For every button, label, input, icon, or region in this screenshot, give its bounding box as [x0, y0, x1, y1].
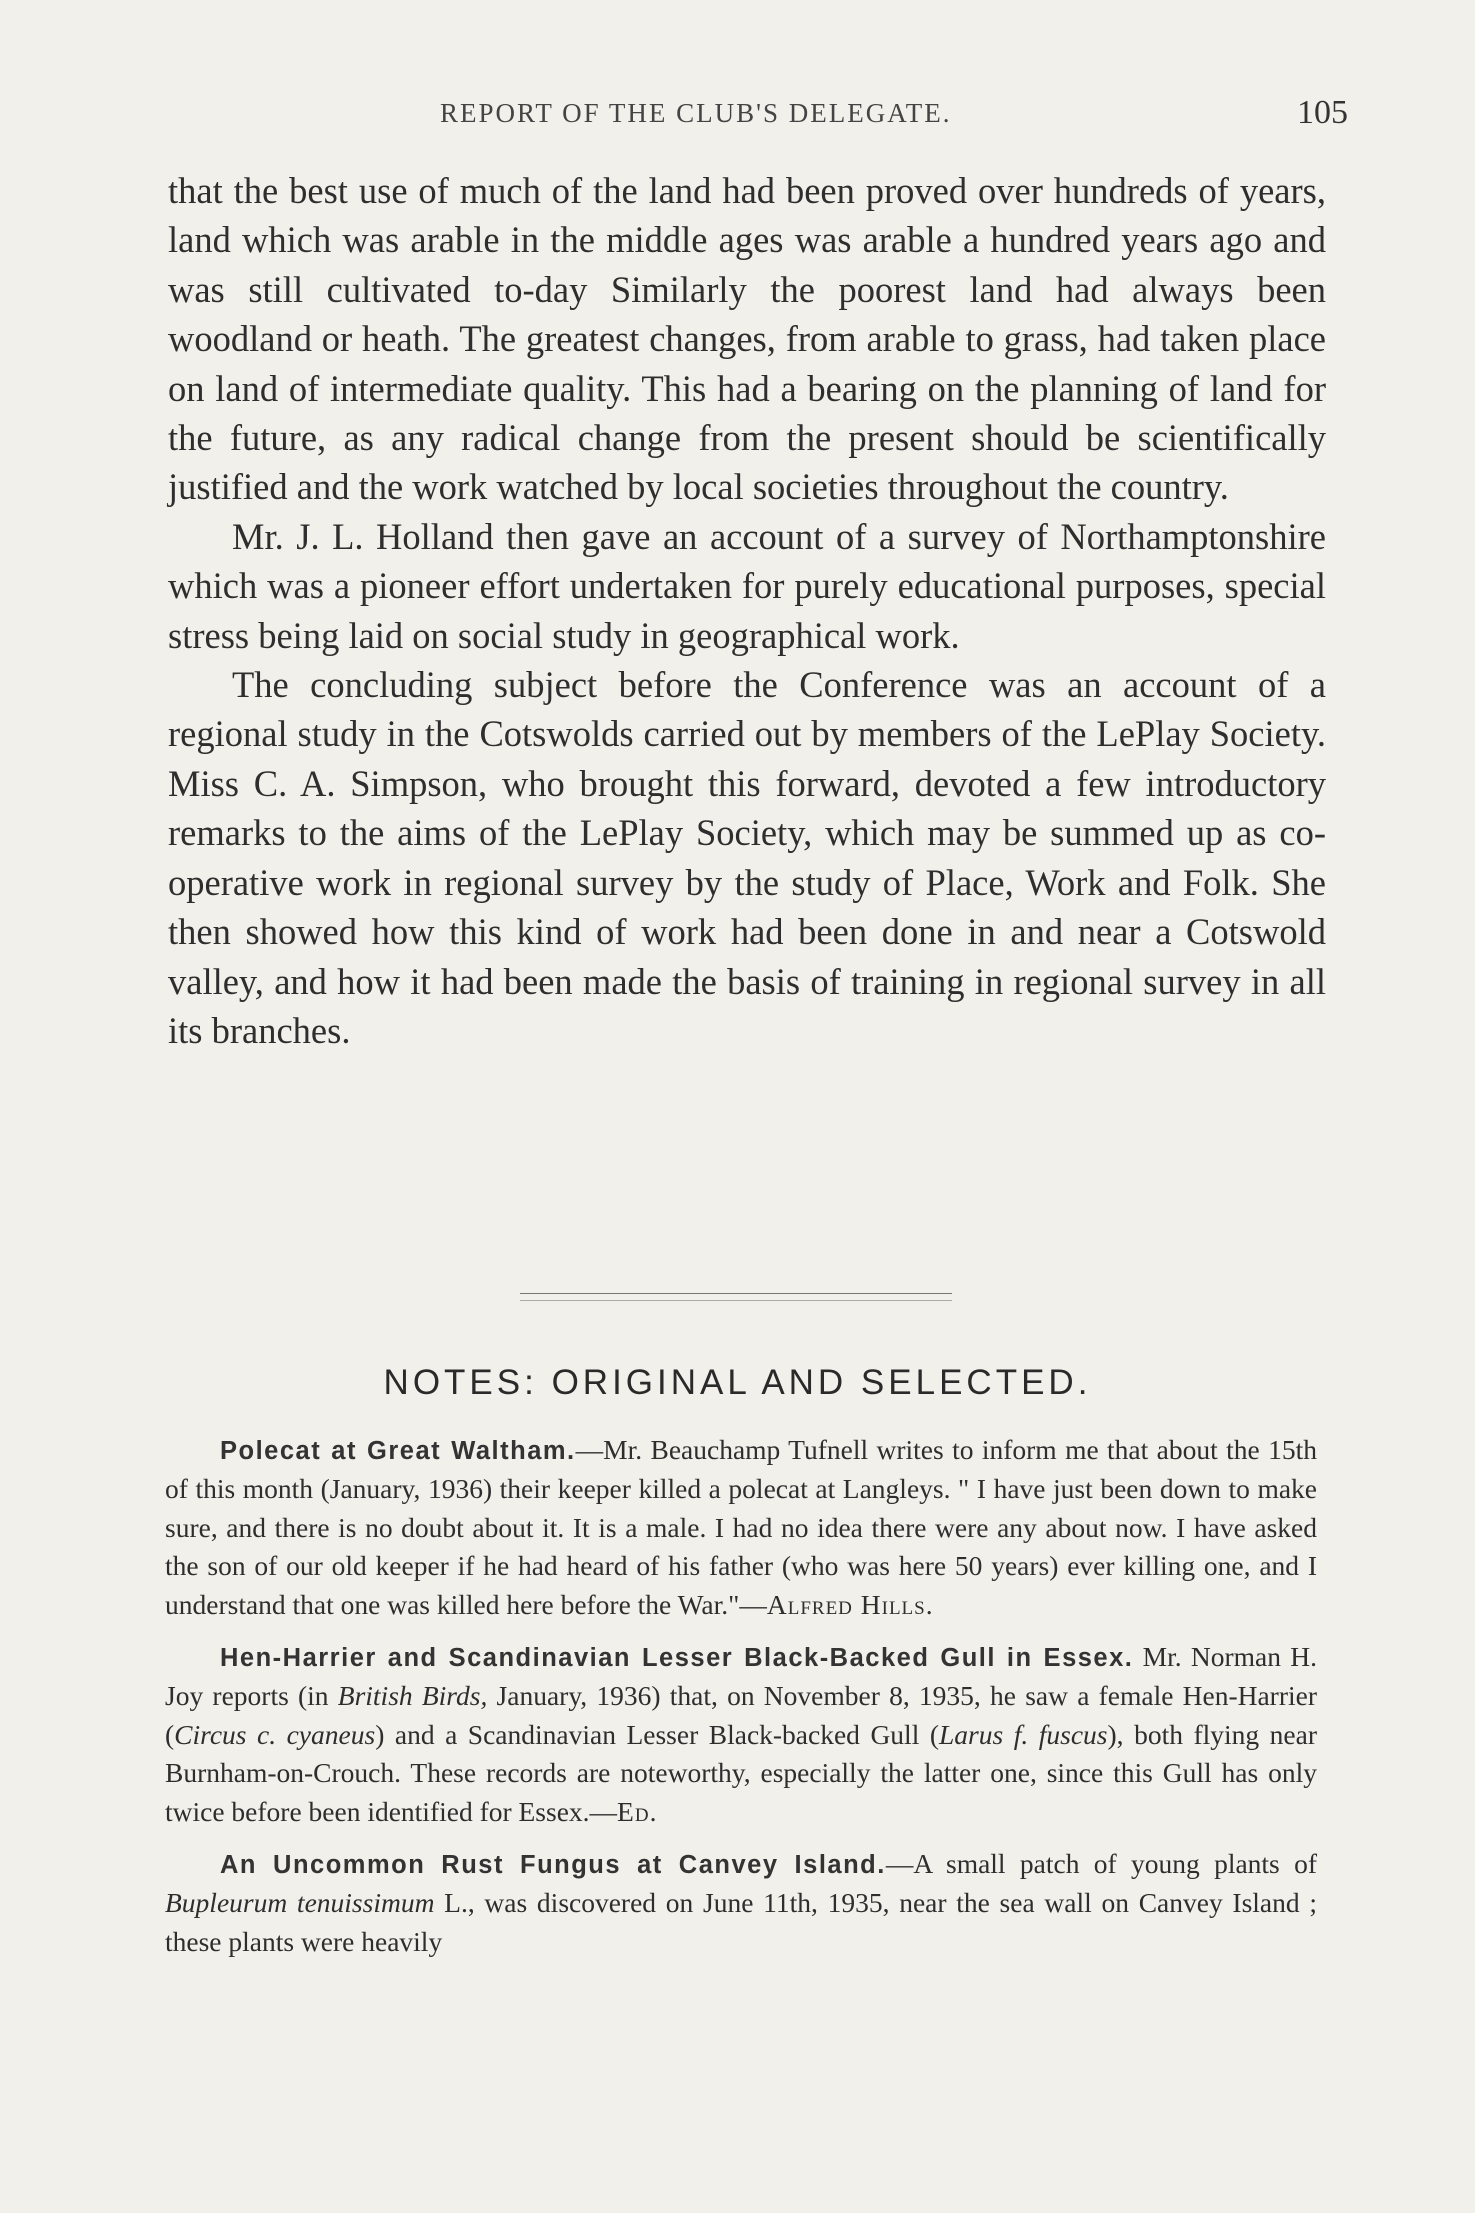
note-hen-harrier	[165, 1638, 1317, 1831]
note-text: L., was discovered on June 11th, 1935, near the sea wall on Canvey Island ; these plants were heavily	[165, 1887, 1317, 1957]
note-text: Mr. Norman H. Joy reports (in	[165, 1641, 1317, 1712]
paragraph-3: The concluding subject before the Conference was an account of a regional study in the Cotswolds carried out by members of the LePlay Society. Miss C. A. Simpson, who brought this forward, devoted a few introductory remarks to the aims of the LePlay Society, which may be summed up as co-operative work in regional survey by the study of Place, Work and Folk. She then showed how this kind of work had been done in and near a Cotswold valley, and how it had been made the basis of training in regional survey in all its branches.	[168, 664, 1326, 1051]
note-title: An Uncommon Rust Fungus at Canvey Island.	[220, 1851, 886, 1880]
note-text: January, 1936) that, on November 8, 1935, he saw a female Hen-Harrier (	[165, 1680, 1317, 1750]
page-number: 105	[1297, 94, 1348, 131]
note-text: ), both flying near Burnham-on-Crouch. These records are noteworthy, especially the latter one, since this Gull has only twice before been identified for Essex.—	[165, 1718, 1317, 1827]
note-title: Hen-Harrier and Scandinavian Lesser Black-Backed Gull in Essex.	[220, 1644, 1134, 1673]
note-signature: Alfred Hills.	[766, 1588, 934, 1620]
species-name: Bupleurum tenuissimum	[165, 1887, 435, 1919]
note-text: —Mr. Beauchamp Tufnell writes to inform me that about the 15th of this month (January, 1936) their keeper killed a polecat at Langleys. " I have just been down to make sure, and there is no doubt about it. It is a male. I had no idea there were any about now. I have asked the son of our old keeper if he had heard of his father (who was here 50 years) ever killing one, and I understand that one was killed here before the War."—	[165, 1434, 1317, 1620]
running-title: REPORT OF THE CLUB'S DELEGATE.	[440, 98, 952, 128]
section-divider	[520, 1293, 952, 1301]
note-polecat	[165, 1431, 1317, 1624]
paragraph-1: that the best use of much of the land had been proved over hundreds of years, land which was arable in the middle ages was arable a hundred years ago and was still cultivated to-day Similarly the poorest land had always been woodland or heath. The greatest changes, from arable to grass, had taken place on land of intermediate quality. This had a bearing on the planning of land for the future, as any radical change from the present should be scientifically justified and the work watched by local societies throughout the country.	[168, 170, 1326, 508]
paragraph-2: Mr. J. L. Holland then gave an account of a survey of Northamptonshire which was a pioneer effort undertaken for purely educational purposes, special stress being laid on social study in geographical work.	[168, 515, 1326, 656]
note-signature: Ed.	[617, 1795, 658, 1827]
note-title: Polecat at Great Waltham.	[220, 1437, 576, 1465]
notes-section	[165, 1431, 1317, 1975]
report-body	[168, 166, 1326, 1055]
note-text: ) and a Scandinavian Lesser Black-backed Gull (	[375, 1718, 940, 1750]
species-name: Circus c. cyaneus	[174, 1718, 376, 1750]
note-text: —A small patch of young plants of	[885, 1848, 1317, 1880]
note-rust-fungus	[165, 1845, 1317, 1961]
species-name: Larus f. fuscus	[939, 1718, 1108, 1750]
running-head	[168, 94, 1348, 138]
notes-heading: NOTES: ORIGINAL AND SELECTED.	[383, 1363, 1092, 1402]
journal-title: British Birds,	[337, 1680, 488, 1712]
